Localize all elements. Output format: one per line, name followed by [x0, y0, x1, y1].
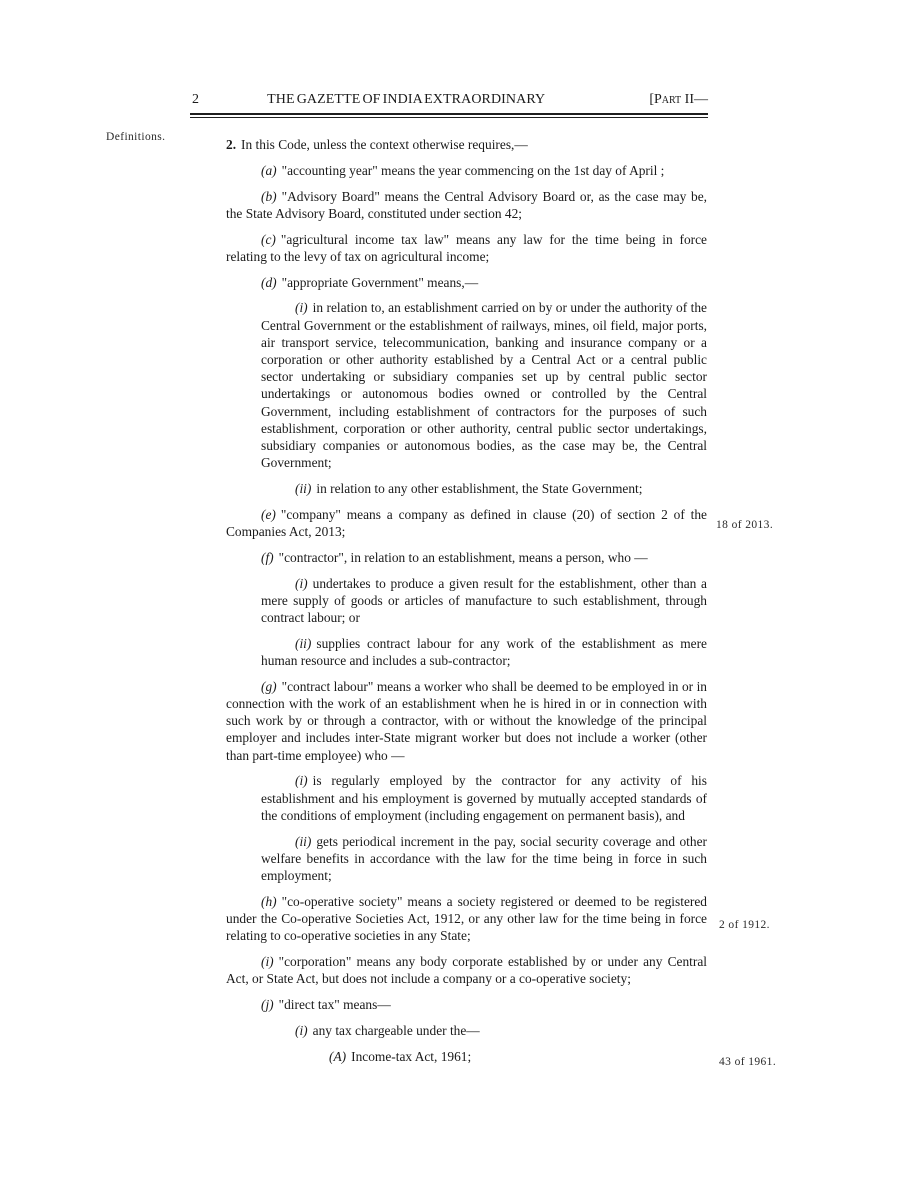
clause-marker: (i) [295, 300, 308, 316]
clause-marker: (i) [295, 773, 308, 789]
clause-text: "agricultural income tax law" means any law for the time being in force relating to the levy of tax on agricultural income; [226, 231, 707, 264]
clause-text: "contract labour" means a worker who shall be deemed to be employed in or in connection with the work of an establishment when he is hired in or in connection with such work by or through a contractor, with or without the knowledge of the principal employer and includes inter-State migrant worker but does not include a worker (other than part-time employee) who — [226, 678, 707, 763]
subclause-j-i [261, 1022, 707, 1039]
clause-text: "Advisory Board" means the Central Advisory Board or, as the case may be, the State Advisory Board, constituted under section 42; [226, 188, 707, 221]
part-label: [Part II— [649, 92, 708, 107]
clause-text: "company" means a company as defined in clause (20) of section 2 of the Companies Act, 2013; [226, 506, 707, 540]
clause-text: "direct tax" means— [278, 997, 391, 1013]
clause-marker: (c) [261, 231, 276, 247]
subclause-f-ii [261, 635, 707, 669]
body-column [226, 136, 707, 1073]
clause-marker: (g) [261, 678, 277, 694]
clause-d [226, 274, 707, 291]
section-intro-text: In this Code, unless the context otherwise requires,— [241, 137, 528, 152]
clause-marker: (ii) [295, 635, 312, 651]
margin-note-43-of-1961: 43 of 1961. [719, 1056, 777, 1068]
clause-marker: (i) [261, 954, 274, 970]
margin-note-2-of-1912: 2 of 1912. [719, 919, 770, 931]
clause-marker: (ii) [295, 833, 312, 849]
clause-marker: (f) [261, 549, 274, 565]
clause-marker: (a) [261, 162, 277, 178]
clause-marker: (ii) [295, 481, 312, 497]
clause-f [226, 549, 707, 566]
clause-e [226, 506, 707, 540]
clause-marker: (A) [329, 1048, 347, 1064]
section-2-intro [226, 136, 707, 153]
clause-marker: (i) [295, 575, 308, 591]
page-header [190, 92, 708, 118]
clause-c [226, 231, 707, 265]
clause-text: Income-tax Act, 1961; [351, 1048, 472, 1064]
clause-marker: (h) [261, 893, 277, 909]
subclause-f-i [261, 575, 707, 627]
margin-note-definitions: Definitions. [106, 131, 166, 143]
gazette-title: THE GAZETTE OF INDIA EXTRAORDINARY [267, 92, 546, 107]
header-row [190, 92, 708, 108]
clause-text: "contractor", in relation to an establishment, means a person, who — [278, 549, 648, 565]
clause-text: "corporation" means any body corporate established by or under any Central Act, or State Act, but does not include a company or a co-operative society; [226, 954, 707, 987]
clause-a [226, 162, 707, 179]
clause-text: in relation to any other establishment, the State Government; [316, 481, 643, 497]
clause-j [226, 996, 707, 1013]
item-j-i-A [295, 1048, 707, 1065]
clause-text: is regularly employed by the contractor for any activity of his establishment and his employment is governed by mutually accepted standards of the conditions of employment (including engagement on permanent basis), and [261, 773, 707, 823]
header-double-rule [190, 113, 708, 118]
subclause-g-i [261, 772, 707, 824]
clause-i [226, 953, 707, 987]
clause-marker: (d) [261, 274, 277, 290]
clause-marker: (b) [261, 188, 277, 204]
clause-text: gets periodical increment in the pay, social security coverage and other welfare benefits in accordance with the law for the time being in force in such employment; [261, 833, 707, 884]
subclause-g-ii [261, 833, 707, 885]
clause-text: supplies contract labour for any work of the establishment as mere human resource and includes a sub-contractor; [261, 635, 707, 669]
subclause-d-ii [261, 480, 707, 497]
subclause-d-i [261, 299, 707, 471]
clause-h [226, 893, 707, 945]
clause-text: any tax chargeable under the— [312, 1022, 480, 1038]
clause-text: in relation to, an establishment carried on by or under the authority of the Central Government or the establishment of railways, mines, oil field, major ports, air transport service, telecommunication, banking and insurance company or a corporation or other authority established by a Central Act or a central public sector undertaking or subsidiary companies set up by central public sector undertakings or autonomous bodies owned or controlled by the Central Government, including establishment of contractors for the purposes of such establishment, corporation or other authority, central public sector undertakings, subsidiary companies or autonomous bodies, as the case may be, the Central Government; [261, 300, 707, 471]
section-number: 2. [226, 137, 237, 152]
clause-g [226, 678, 707, 764]
clause-b [226, 188, 707, 222]
clause-marker: (i) [295, 1022, 308, 1038]
clause-text: "accounting year" means the year commencing on the 1st day of April ; [281, 162, 665, 178]
clause-text: "appropriate Government" means,— [281, 274, 479, 290]
clause-marker: (e) [261, 506, 276, 522]
page-number: 2 [192, 92, 199, 107]
clause-text: "co-operative society" means a society registered or deemed to be registered under the Co-operative Societies Act, 1912, or any other law for the time being in force relating to co-operative societies in any State; [226, 893, 707, 944]
clause-marker: (j) [261, 997, 274, 1013]
clause-text: undertakes to produce a given result for the establishment, other than a mere supply of goods or articles of manufacture to such establishment, through contract labour; or [261, 575, 707, 626]
margin-note-18-of-2013: 18 of 2013. [716, 519, 774, 531]
